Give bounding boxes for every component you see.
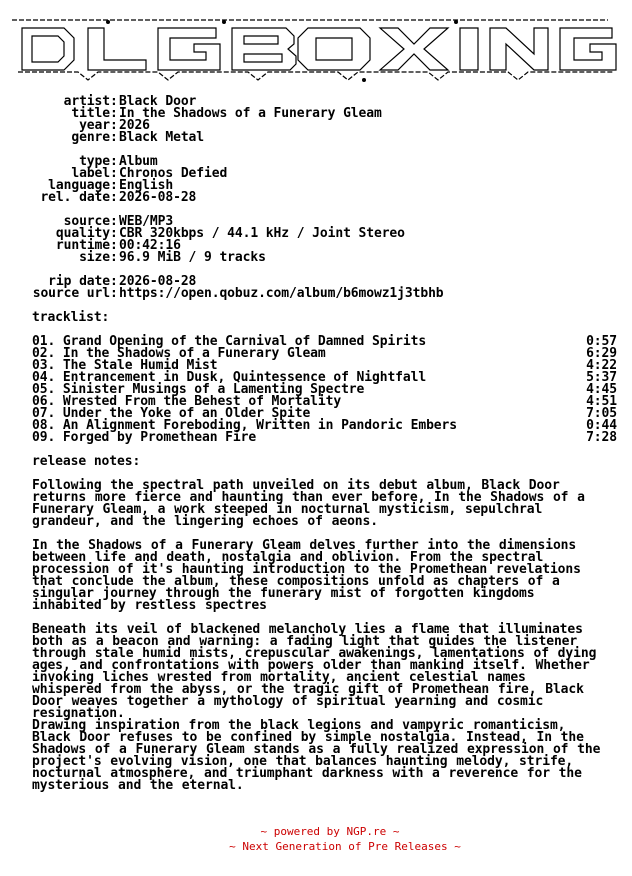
track-number: 01. bbox=[32, 334, 56, 349]
meta-value: Chronos Defied bbox=[119, 166, 228, 181]
meta-key: genre bbox=[71, 130, 110, 145]
meta-rip-date: rip date:2026-08-28 bbox=[0, 276, 632, 288]
meta-value: In the Shadows of a Funerary Gleam bbox=[119, 106, 382, 121]
track-number: 07. bbox=[32, 406, 56, 421]
release-notes-paragraph: Drawing inspiration from the black legions and vampyric romanticism, Black Door refuses to be confined by simple nostalgia. Instead, In the Shadows of a Funerary Gleam stands as a fully realized expression of the project's evolving vision, one that balances haunting melody, strife, nocturnal atmosphere, and triumphant darkness with a reverence for the mysterious and the eternal. bbox=[32, 718, 601, 793]
track-title: Entrancement in Dusk, Quintessence of Nightfall bbox=[62, 370, 427, 385]
meta-runtime: runtime:00:42:16 bbox=[0, 240, 632, 252]
track-title: In the Shadows of a Funerary Gleam bbox=[62, 346, 326, 361]
meta-size: size:96.9 MiB / 9 tracks bbox=[0, 252, 632, 264]
track-number: 03. bbox=[32, 358, 56, 373]
track-title: Under the Yoke of an Older Spite bbox=[62, 406, 311, 421]
meta-title: title:In the Shadows of a Funerary Gleam bbox=[0, 108, 632, 120]
meta-type: type:Album bbox=[0, 156, 632, 168]
meta-key: rip date bbox=[48, 274, 110, 289]
track-number: 09. bbox=[32, 430, 56, 445]
meta-rel-date: rel. date:2026-08-28 bbox=[0, 192, 632, 204]
meta-key: year bbox=[79, 118, 110, 133]
footer-powered-by: ~ powered by NGP.re ~ bbox=[260, 825, 400, 838]
track-number: 06. bbox=[32, 394, 56, 409]
track-title: Grand Opening of the Carnival of Damned Spirits bbox=[62, 334, 427, 349]
footer-tagline: ~ Next Generation of Pre Releases ~ bbox=[229, 840, 461, 853]
track-title: The Stale Humid Mist bbox=[62, 358, 218, 373]
meta-value: Black Metal bbox=[119, 130, 204, 145]
ascii-banner-logo bbox=[8, 14, 624, 86]
source-url-link[interactable]: https://open.qobuz.com/album/b6mowz1j3tbhb bbox=[119, 286, 444, 301]
release-notes-paragraph: Following the spectral path unveiled on its debut album, Black Door returns more fierce and haunting than ever before, In the Shadows of a Funerary Gleam, a work steeped in nocturnal mysticism, sepulchral grandeur, and the lingering echoes of aeons. bbox=[32, 478, 585, 529]
track-row bbox=[32, 432, 617, 444]
track-title: Wrested From the Behest of Mortality bbox=[62, 394, 342, 409]
meta-key: rel. date bbox=[40, 190, 110, 205]
meta-value: 00:42:16 bbox=[119, 238, 181, 253]
track-number: 04. bbox=[32, 370, 56, 385]
track-number: 02. bbox=[32, 346, 56, 361]
meta-genre: genre:Black Metal bbox=[0, 132, 632, 144]
meta-value: Album bbox=[119, 154, 158, 169]
track-number: 05. bbox=[32, 382, 56, 397]
meta-key: title bbox=[71, 106, 110, 121]
meta-key: source url bbox=[32, 286, 110, 301]
meta-label: label:Chronos Defied bbox=[0, 168, 632, 180]
meta-value: 2026-08-28 bbox=[119, 274, 197, 289]
track-title: Forged by Promethean Fire bbox=[62, 430, 257, 445]
tracklist-heading: tracklist: bbox=[32, 310, 110, 325]
meta-key: quality bbox=[55, 226, 110, 241]
track-duration: 4:22 bbox=[586, 358, 617, 373]
track-duration: 6:29 bbox=[586, 346, 617, 361]
meta-key: size bbox=[79, 250, 110, 265]
meta-source-url: source url:https://open.qobuz.com/album/b6mowz1j3tbhb bbox=[0, 288, 632, 300]
meta-year: year:2026 bbox=[0, 120, 632, 132]
meta-value: Black Door bbox=[119, 94, 197, 109]
track-duration: 0:57 bbox=[586, 334, 617, 349]
meta-value: WEB/MP3 bbox=[119, 214, 174, 229]
track-title: An Alignment Foreboding, Written in Pandoric Embers bbox=[62, 418, 457, 433]
release-notes-paragraph: Beneath its veil of blackened melancholy lies a flame that illuminates both as a beacon and warning: a fading light that guides the listener through stale humid mists, crepuscular awakenings, lamentations of dying ages, and confrontations with powers older than mankind itself. Whether invoking liches wrested from mortality, ancient celestial names whispered from the abyss, or the tragic gift of Promethean fire, Black Door weaves together a mythology of spiritual yearning and cosmic resignation. bbox=[32, 622, 597, 721]
meta-value: 2026-08-28 bbox=[119, 190, 197, 205]
track-number: 08. bbox=[32, 418, 56, 433]
track-duration: 0:44 bbox=[586, 418, 617, 433]
meta-key: type bbox=[79, 154, 110, 169]
meta-quality: quality:CBR 320kbps / 44.1 kHz / Joint Stereo bbox=[0, 228, 632, 240]
meta-key: label bbox=[71, 166, 110, 181]
meta-value: 96.9 MiB / 9 tracks bbox=[119, 250, 266, 265]
meta-source: source:WEB/MP3 bbox=[0, 216, 632, 228]
track-duration: 4:45 bbox=[586, 382, 617, 397]
meta-key: language bbox=[48, 178, 110, 193]
meta-value: 2026 bbox=[119, 118, 150, 133]
track-title: Sinister Musings of a Lamenting Spectre bbox=[62, 382, 365, 397]
meta-value: English bbox=[119, 178, 174, 193]
track-duration: 7:05 bbox=[586, 406, 617, 421]
meta-key: artist bbox=[63, 94, 110, 109]
meta-key: source bbox=[63, 214, 110, 229]
meta-key: runtime bbox=[55, 238, 110, 253]
release-notes-heading: release notes: bbox=[32, 454, 141, 469]
track-duration: 7:28 bbox=[586, 430, 617, 445]
meta-artist: artist:Black Door bbox=[0, 96, 632, 108]
track-duration: 4:51 bbox=[586, 394, 617, 409]
track-duration: 5:37 bbox=[586, 370, 617, 385]
release-notes-paragraph: In the Shadows of a Funerary Gleam delves further into the dimensions between life and death, nostalgia and oblivion. From the spectral procession of it's haunting introduction to the Promethean revelations that conclude the album, these compositions unfold as chapters of a singular journey through the funerary mist of forgotten kingdoms inhabited by restless spectres bbox=[32, 538, 581, 613]
meta-language: language:English bbox=[0, 180, 632, 192]
meta-value: CBR 320kbps / 44.1 kHz / Joint Stereo bbox=[119, 226, 405, 241]
